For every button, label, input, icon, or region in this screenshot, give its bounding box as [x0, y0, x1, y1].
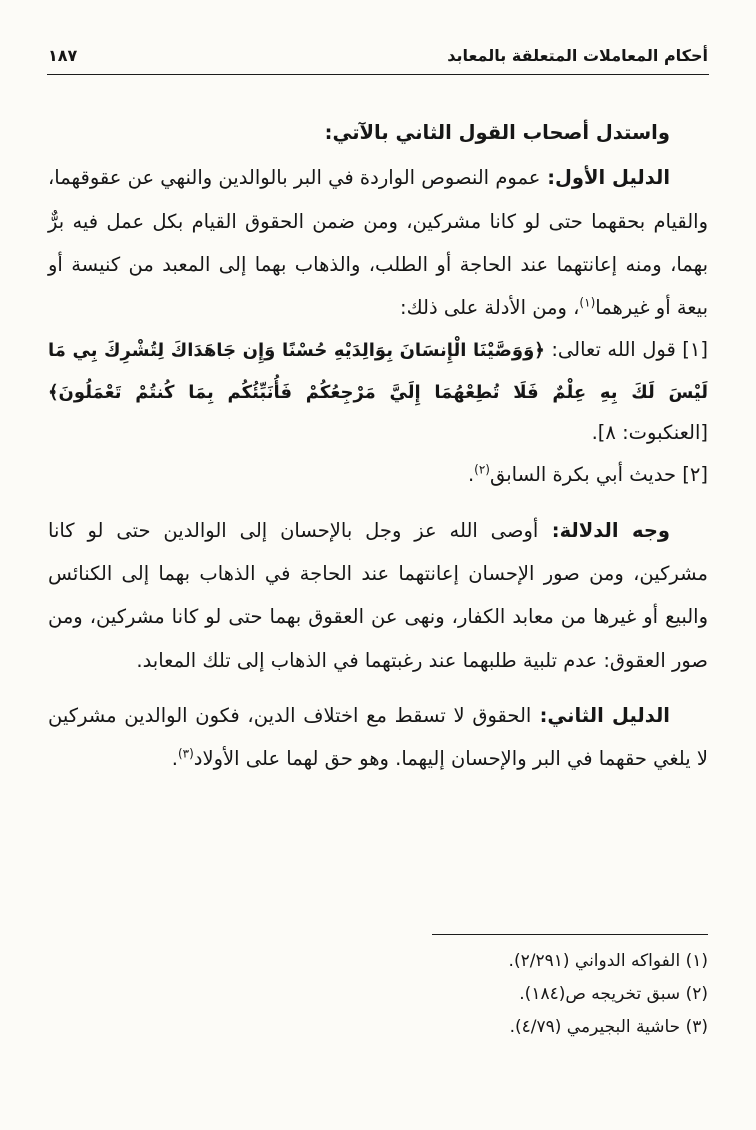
text-run-normal: عموم النصوص الواردة في البر بالوالدين والنهي عن عقوقهما، والقيام بحقهما حتى لو كانا مشركين، ومن ضمن الحقوق القيام بكل عمل فيه برٌّ بهما، ومنه إعانتهما عند الحاجة أو الطلب، والذهاب بهما إلى المعبد من كنيسة أو بيعة أو غيرهما	[48, 166, 708, 320]
text-run-normal: أوصى الله عز وجل بالإحسان إلى الوالدين حتى لو كانا مشركين، ومن صور الإحسان إعانتهما عند الحاجة في الذهاب بهما إلى الكنائس والبيع أو غيرها من معابد الكفار، ونهى عن العقوق بهما حتى لو كانا مشركين، ومن صور العقوق: عدم تلبية طلبهما عند رغبتهما في الذهاب إلى تلك المعابد.	[48, 518, 708, 672]
text-run-normal: .	[467, 463, 475, 487]
paragraph-wajh-dalala	[48, 509, 708, 682]
text-run-normal: .	[171, 747, 178, 771]
paragraph-quran-evidence	[48, 329, 708, 453]
text-run-normal: الحقوق لا تسقط مع اختلاف الدين، فكون الوالدين مشركين لا يلغي حقهما في البر والإحسان إليهما. وهو حق لهما على الأولاد	[48, 703, 708, 771]
text-run-sup: (٢)	[474, 462, 490, 477]
page-number: ١٨٧	[48, 46, 78, 65]
footnote-divider	[432, 934, 708, 935]
text-run-sup: (١)	[579, 295, 596, 310]
footnote-3: (٣) حاشية البجيرمي (٤/٧٩).	[509, 1017, 708, 1038]
running-head-title: أحكام المعاملات المتعلقة بالمعابد	[447, 46, 708, 65]
page-header	[0, 0, 756, 65]
text-run-bold: الدليل الأول:	[540, 166, 671, 190]
footnote-2: (٢) سبق تخريجه ص(١٨٤).	[519, 984, 708, 1005]
footnotes-section	[48, 934, 708, 1044]
intro-line: واستدل أصحاب القول الثاني بالآتي:	[324, 121, 670, 144]
paragraph-dalil-thani	[48, 694, 708, 781]
paragraph-hadith-evidence	[48, 453, 708, 496]
paragraph-dalil-awwal	[48, 156, 708, 329]
text-run-sup: (٣)	[177, 746, 194, 761]
text-run-bold: وجه الدلالة:	[538, 518, 670, 542]
text-run-normal: [١] قول الله تعالى:	[544, 338, 708, 362]
footnote-1: (١) الفواكه الدواني (٢/٢٩١).	[508, 951, 708, 971]
page-body	[0, 75, 756, 780]
text-run-normal: ، ومن الأدلة على ذلك:	[400, 296, 580, 320]
text-run-normal: [٢] حديث أبي بكرة السابق	[489, 463, 708, 487]
text-run-quran: ﴿وَوَصَّيْنَا الْإِنسَانَ بِوَالِدَيْهِ حُسْنًا وَإِن جَاهَدَاكَ لِتُشْرِكَ بِي مَا لَيْسَ لَكَ بِهِ عِلْمٌ فَلَا تُطِعْهُمَا إِلَيَّ مَرْجِعُكُمْ فَأُنَبِّئُكُم بِمَا كُنتُمْ تَعْمَلُونَ﴾	[48, 340, 708, 403]
text-run-normal: [العنكبوت: ٨].	[591, 421, 708, 445]
text-run-bold: الدليل الثاني:	[531, 703, 670, 727]
